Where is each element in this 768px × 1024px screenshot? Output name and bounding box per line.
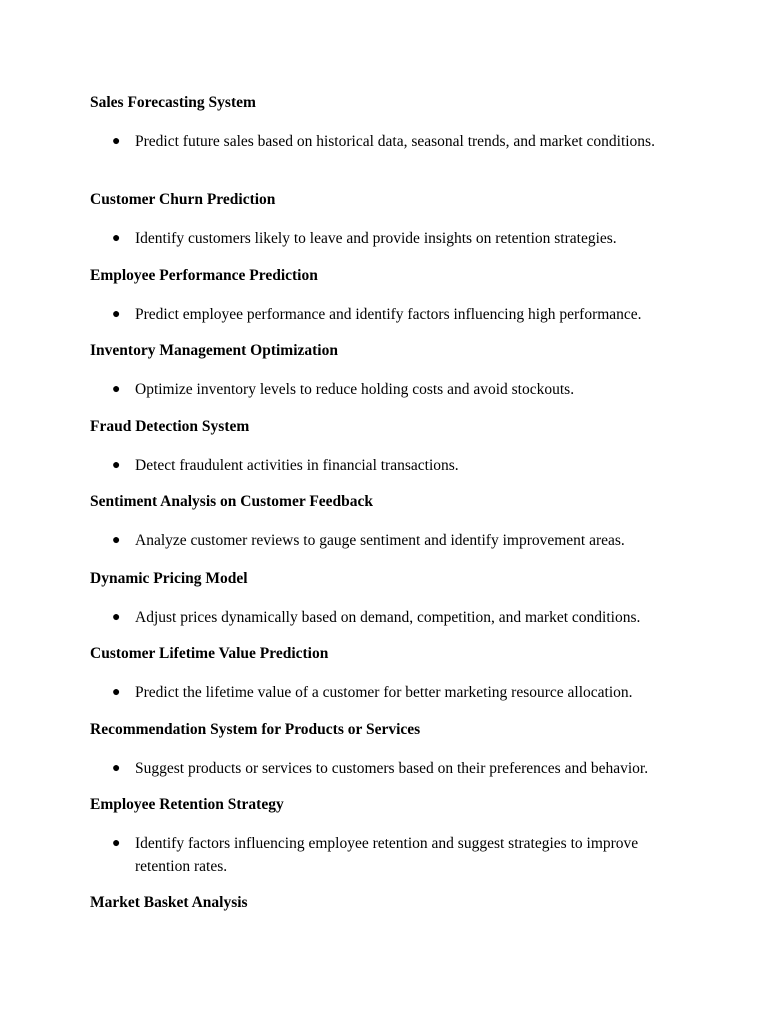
list-item-text: Optimize inventory levels to reduce holding costs and avoid stockouts. <box>135 381 575 398</box>
list-item <box>90 227 690 250</box>
section-heading: Customer Churn Prediction <box>90 191 276 208</box>
section-sales-forecasting <box>90 93 690 153</box>
list-item-text: Analyze customer reviews to gauge sentiment and identify improvement areas. <box>135 532 625 549</box>
section-heading: Sales Forecasting System <box>90 94 256 111</box>
bullet-icon: ● <box>112 458 121 473</box>
section-heading: Fraud Detection System <box>90 418 250 435</box>
list-item <box>90 832 690 878</box>
list-item <box>90 681 690 704</box>
bullet-icon: ● <box>112 610 121 625</box>
list-item-text: Identify customers likely to leave and provide insights on retention strategies. <box>135 230 617 247</box>
section-heading: Dynamic Pricing Model <box>90 570 248 587</box>
bullet-list <box>90 681 690 704</box>
bullet-list <box>90 454 690 477</box>
section-heading: Customer Lifetime Value Prediction <box>90 645 329 662</box>
bullet-list <box>90 303 690 326</box>
list-item <box>90 130 690 153</box>
list-item-text: Suggest products or services to customers based on their preferences and behavior. <box>135 760 649 777</box>
list-item-text: Adjust prices dynamically based on demand, competition, and market conditions. <box>135 609 641 626</box>
section-fraud-detection <box>90 417 690 477</box>
section-heading: Employee Retention Strategy <box>90 796 284 813</box>
bullet-list <box>90 378 690 401</box>
list-item <box>90 606 690 629</box>
bullet-list <box>90 606 690 629</box>
list-item <box>90 757 690 780</box>
section-heading: Market Basket Analysis <box>90 894 248 911</box>
list-item-text: Predict the lifetime value of a customer for better marketing resource allocation. <box>135 684 633 701</box>
bullet-icon: ● <box>112 685 121 700</box>
bullet-icon: ● <box>112 231 121 246</box>
section-heading: Recommendation System for Products or Services <box>90 721 421 738</box>
section-heading: Inventory Management Optimization <box>90 342 338 359</box>
section-customer-churn <box>90 190 690 250</box>
list-item <box>90 529 690 552</box>
list-item-text: Identify factors influencing employee retention and suggest strategies to improve retention rates. <box>135 835 639 875</box>
bullet-icon: ● <box>112 533 121 548</box>
section-dynamic-pricing <box>90 569 690 629</box>
section-heading: Employee Performance Prediction <box>90 267 318 284</box>
section-inventory-management <box>90 341 690 401</box>
section-market-basket <box>90 893 690 913</box>
list-item <box>90 454 690 477</box>
list-item-text: Predict employee performance and identify factors influencing high performance. <box>135 306 642 323</box>
bullet-icon: ● <box>112 134 121 149</box>
bullet-list <box>90 227 690 250</box>
bullet-list <box>90 130 690 153</box>
bullet-icon: ● <box>112 382 121 397</box>
section-customer-lifetime-value <box>90 644 690 704</box>
section-heading: Sentiment Analysis on Customer Feedback <box>90 493 374 510</box>
bullet-list <box>90 832 690 878</box>
bullet-list <box>90 529 690 552</box>
bullet-icon: ● <box>112 836 121 851</box>
bullet-list <box>90 757 690 780</box>
list-item <box>90 378 690 401</box>
list-item-text: Predict future sales based on historical data, seasonal trends, and market conditions. <box>135 133 655 150</box>
section-sentiment-analysis <box>90 492 690 552</box>
section-employee-performance <box>90 266 690 326</box>
section-employee-retention <box>90 795 690 878</box>
bullet-icon: ● <box>112 307 121 322</box>
section-recommendation-system <box>90 720 690 780</box>
list-item <box>90 303 690 326</box>
bullet-icon: ● <box>112 761 121 776</box>
list-item-text: Detect fraudulent activities in financial transactions. <box>135 457 459 474</box>
